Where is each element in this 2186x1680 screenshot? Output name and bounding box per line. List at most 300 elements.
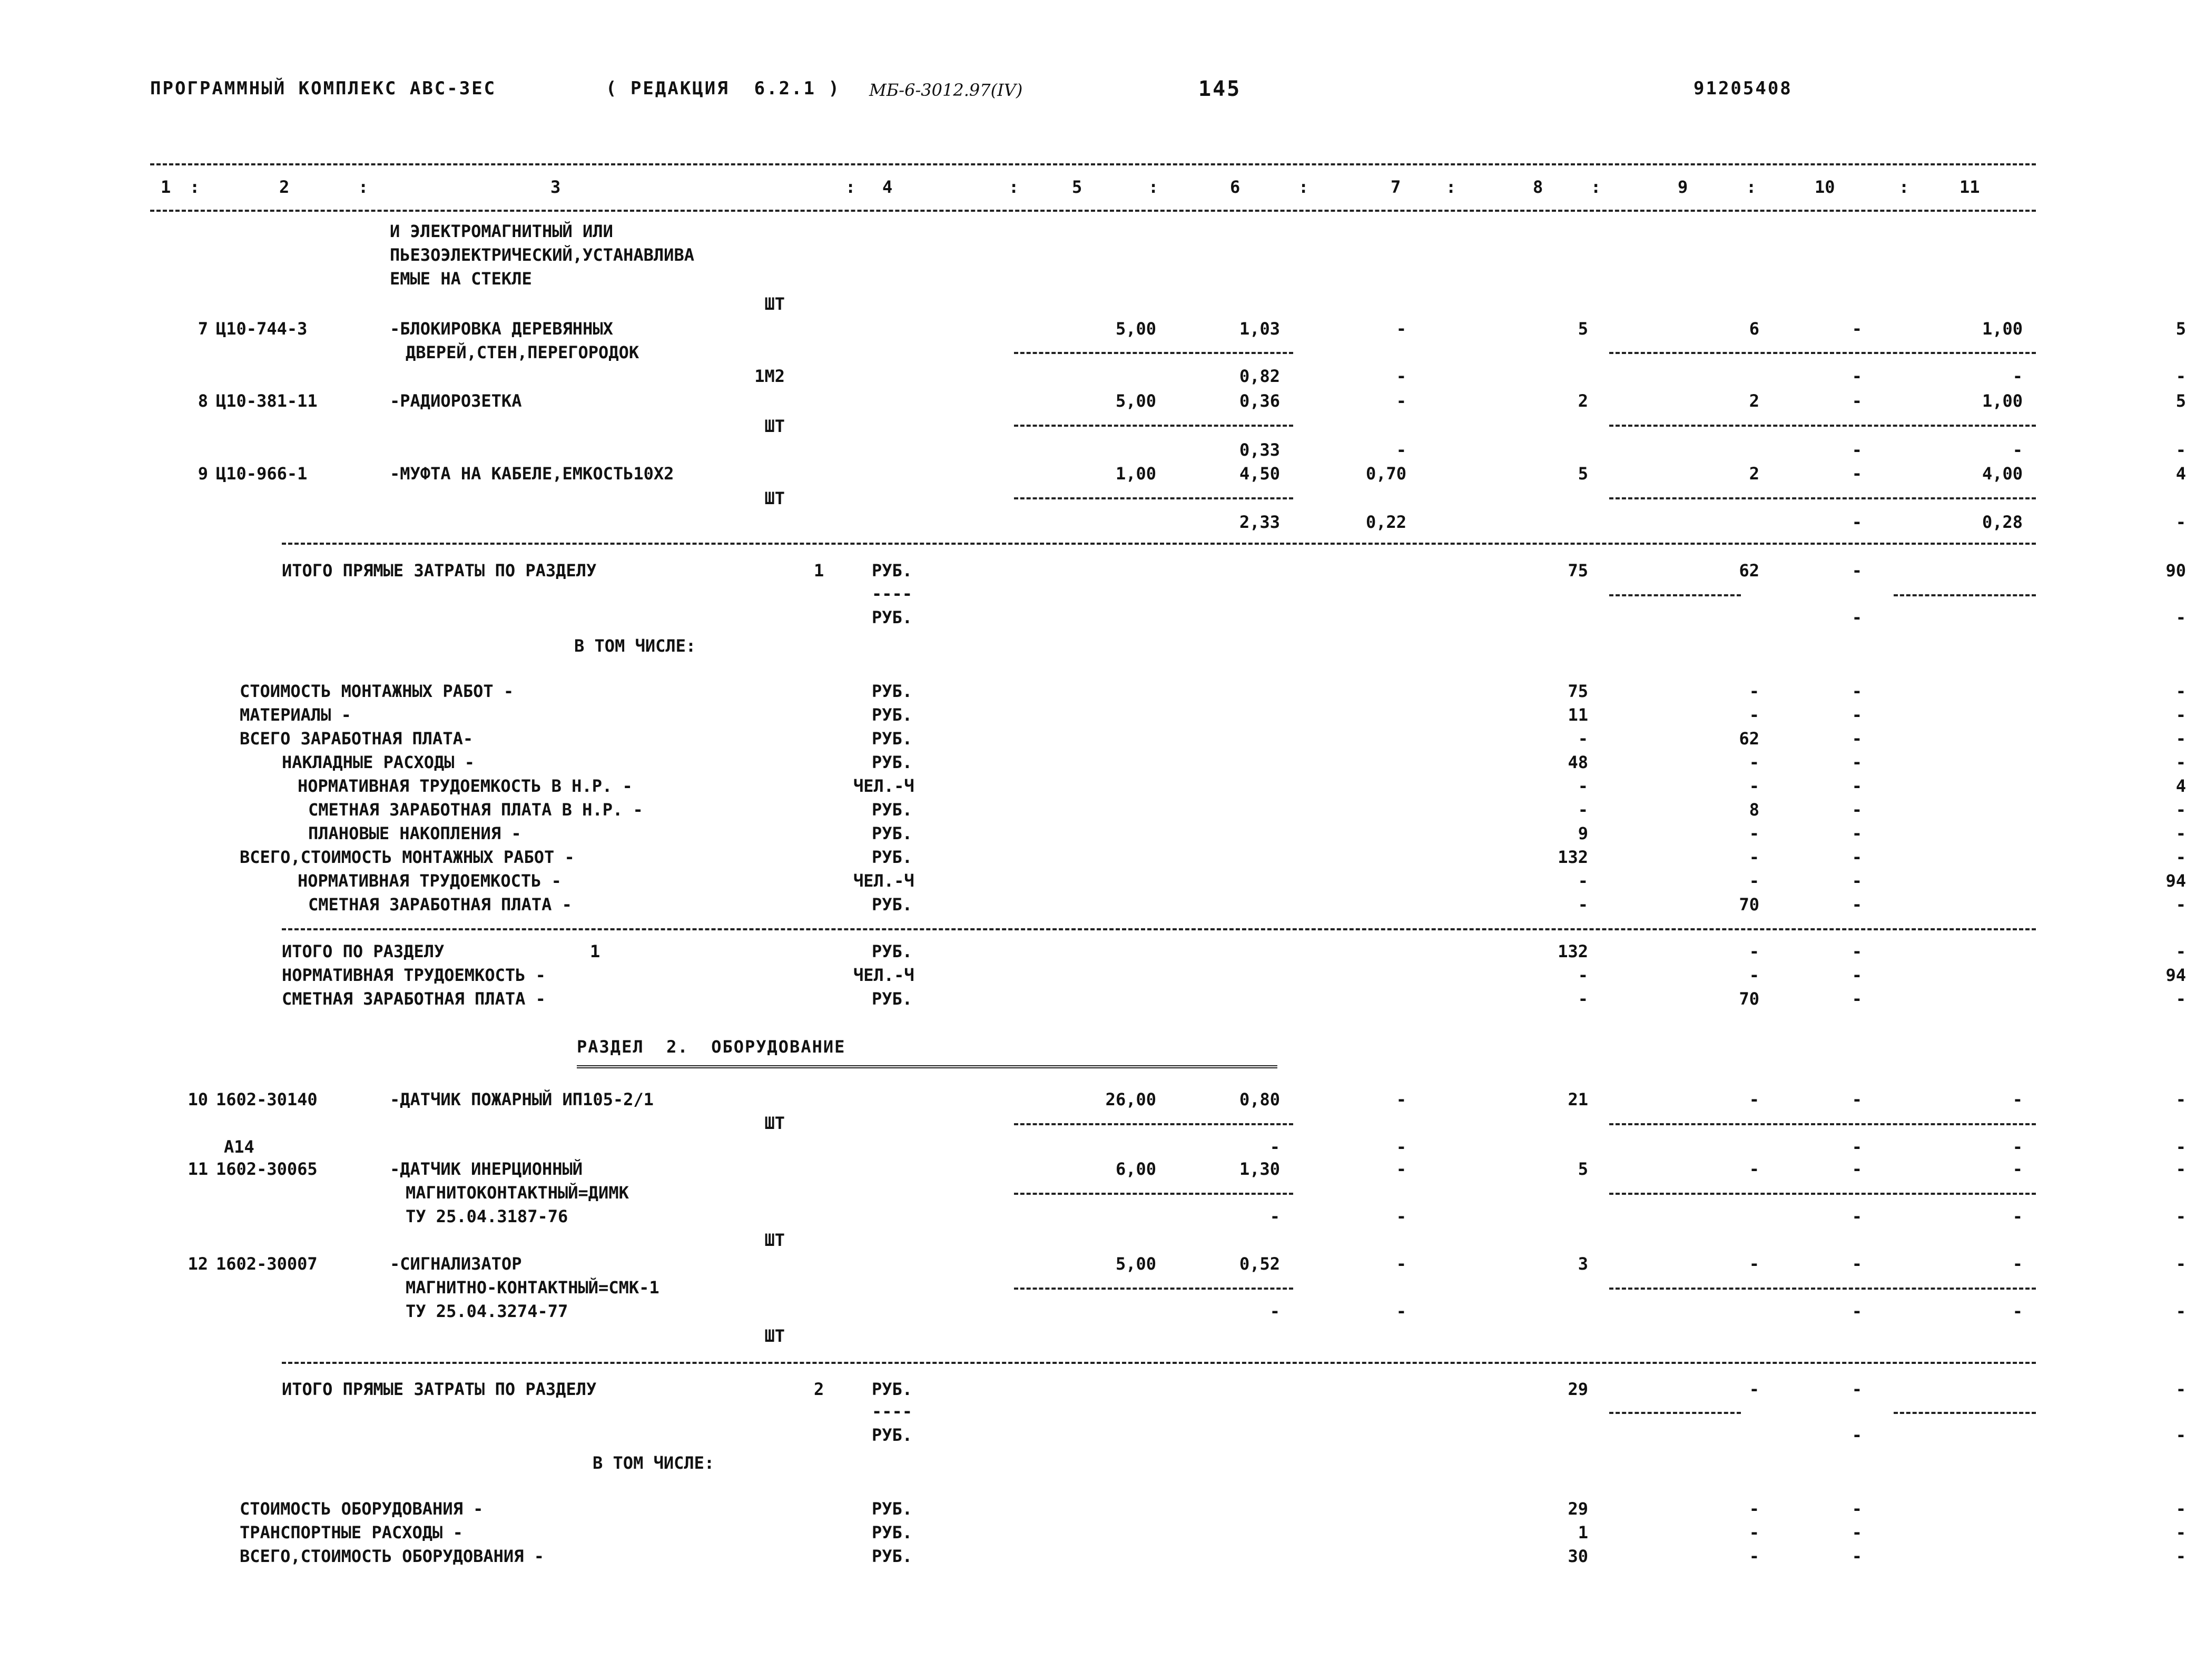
subrule — [1609, 1123, 2036, 1125]
cell-value: РУБ. — [872, 705, 913, 725]
subrule — [1609, 425, 2036, 427]
table-row — [150, 1089, 2186, 1114]
cell-value: - — [2175, 1546, 2186, 1566]
breakdown-row — [150, 1546, 2186, 1570]
cell-value: - — [2012, 1089, 2023, 1109]
cell-value: - — [1749, 965, 1759, 985]
item-qty: 5,00 — [1115, 319, 1156, 339]
breakdown-row — [150, 681, 2186, 705]
total-row-dashes — [150, 584, 2036, 608]
item-qty: 1,00 — [1115, 464, 1156, 484]
cell-value: - — [1396, 1301, 1406, 1321]
cell-value: - — [1852, 1089, 1862, 1109]
cell-value: - — [1749, 941, 1759, 961]
cell-value: - — [2012, 1159, 2023, 1179]
cell-value: - — [1852, 752, 1862, 772]
cell-value: ДВЕРЕЙ,СТЕН,ПЕРЕГОРОДОК — [406, 342, 639, 362]
cell-value: РУБ. — [872, 941, 913, 961]
cell-value: НОРМАТИВНАЯ ТРУДОЕМКОСТЬ В Н.Р. - — [298, 776, 633, 796]
cell-value: - — [1852, 776, 1862, 796]
cell-value: - — [2175, 1206, 2186, 1226]
cell-value: - — [1852, 561, 1862, 581]
program-title: ПРОГРАММНЫЙ КОМПЛЕКС АВС-ЗЕС — [150, 78, 497, 99]
cell-value: - — [1852, 464, 1862, 484]
cell-value: РУБ. — [872, 895, 913, 915]
section-rule — [282, 543, 2036, 545]
cell-value: 4,00 — [1982, 464, 2023, 484]
cell-value: - — [2175, 800, 2186, 820]
cell-value: РУБ. — [872, 823, 913, 843]
section-title — [150, 1037, 2036, 1061]
cell-value: ---- — [872, 584, 913, 604]
cell-value: - — [2175, 440, 2186, 460]
cell-value: - — [1578, 965, 1588, 985]
cell-value: ЧЕЛ.-Ч — [853, 965, 914, 985]
cell-value: - — [1852, 1137, 1862, 1157]
cell-value: 132 — [1558, 941, 1588, 961]
cell-value: 5 — [1578, 464, 1588, 484]
cell-value: - — [1578, 871, 1588, 891]
col-3: 3 — [550, 177, 561, 197]
cell-value: - — [1749, 1522, 1759, 1543]
cell-value: 0,33 — [1239, 440, 1280, 460]
cell-value: 0,80 — [1239, 1089, 1280, 1109]
cell-value: - — [2175, 1379, 2186, 1399]
cell-value: - — [1852, 823, 1862, 843]
table-row — [150, 319, 2186, 343]
table-row-unit — [150, 1230, 2036, 1254]
subrule — [1014, 497, 1293, 499]
continued-unit — [150, 294, 2036, 318]
summary-row — [150, 965, 2186, 989]
cell-value: РУБ. — [872, 561, 913, 581]
cell-value: РУБ. — [872, 1425, 913, 1445]
col-4: 4 — [882, 177, 893, 197]
cell-value: - — [1852, 607, 1862, 627]
cell-value: ЧЕЛ.-Ч — [853, 776, 914, 796]
cell-value: 0,52 — [1239, 1254, 1280, 1274]
col-sep: : — [1446, 177, 1456, 197]
continued-line — [150, 269, 2036, 293]
table-row-cont — [150, 1206, 2186, 1231]
cell-value: - — [1578, 895, 1588, 915]
cell-value: - — [1852, 1301, 1862, 1321]
breakdown-row — [150, 895, 2186, 919]
cell-value: - — [2012, 1301, 2023, 1321]
cell-value: 30 — [1568, 1546, 1588, 1566]
subrule — [1609, 594, 1741, 596]
cell-value: - — [1578, 729, 1588, 749]
cell-value: МАГНИТНО-КОНТАКТНЫЙ=СМК-1 — [406, 1278, 659, 1298]
cell-value: РАЗДЕЛ 2. ОБОРУДОВАНИЕ — [577, 1037, 846, 1057]
cell-value: 0,28 — [1982, 512, 2023, 532]
cell-value: - — [2175, 752, 2186, 772]
cell-value: СМЕТНАЯ ЗАРАБОТНАЯ ПЛАТА В Н.Р. - — [308, 800, 643, 820]
cell-value: - — [1396, 319, 1406, 339]
cell-value: - — [1749, 1089, 1759, 1109]
cell-value: 8 — [1749, 800, 1759, 820]
cell-value: - — [1852, 989, 1862, 1009]
cell-value: - — [1852, 871, 1862, 891]
col-7: 7 — [1391, 177, 1401, 197]
cell-value: 62 — [1739, 729, 1759, 749]
cell-value: 5 — [1578, 1159, 1588, 1179]
item-qty: 26,00 — [1105, 1089, 1156, 1109]
cell-value: 5 — [2175, 391, 2186, 411]
cell-value: НОРМАТИВНАЯ ТРУДОЕМКОСТЬ - — [298, 871, 562, 891]
cell-value: - — [2175, 705, 2186, 725]
cell-value: ТУ 25.04.3187-76 — [406, 1206, 568, 1226]
cell-value: - — [1749, 871, 1759, 891]
item-code: 1602-30140 — [216, 1089, 318, 1109]
item-number: 9 — [198, 464, 208, 484]
cell-value: - — [2175, 1522, 2186, 1543]
cell-value: - — [1852, 705, 1862, 725]
cell-value: - — [2175, 1254, 2186, 1274]
section-rule — [282, 928, 2036, 930]
col-8: 8 — [1533, 177, 1543, 197]
including-label — [150, 636, 2036, 660]
table-row-sub — [150, 440, 2186, 464]
cell-value: - — [2175, 607, 2186, 627]
cell-value: - — [2012, 1206, 2023, 1226]
cell-value: - — [2175, 895, 2186, 915]
cell-value: - — [2012, 440, 2023, 460]
total-row-sub — [150, 1425, 2186, 1449]
cell-value: - — [1578, 776, 1588, 796]
cell-value: - — [1396, 1089, 1406, 1109]
item-name: -ДАТЧИК ПОЖАРНЫЙ ИП105-2/1 — [390, 1089, 654, 1109]
cell-value: - — [1852, 1159, 1862, 1179]
subrule — [1609, 1288, 2036, 1290]
item-code: Ц10-966-1 — [216, 464, 308, 484]
cell-value: 1,03 — [1239, 319, 1280, 339]
item-code: 1602-30007 — [216, 1254, 318, 1274]
column-header-row — [150, 177, 2036, 203]
cell-value: - — [1578, 800, 1588, 820]
cell-value: - — [1749, 1379, 1759, 1399]
summary-row — [150, 989, 2186, 1013]
table-row-cont — [150, 342, 2036, 367]
cell-value: - — [1852, 1546, 1862, 1566]
cell-value: - — [1396, 391, 1406, 411]
cell-value: - — [1852, 1254, 1862, 1274]
item-code: 1602-30065 — [216, 1159, 318, 1179]
cell-value: 3 — [1578, 1254, 1588, 1274]
handwritten-note: МБ-6-3012.97(IV) — [869, 80, 1023, 100]
cell-value: А14 — [224, 1137, 254, 1157]
cell-value: 0,70 — [1365, 464, 1406, 484]
cell-value: ИТОГО ПРЯМЫЕ ЗАТРАТЫ ПО РАЗДЕЛУ — [282, 1379, 597, 1399]
cell-value: ЕМЫЕ НА СТЕКЛЕ — [390, 269, 532, 289]
cell-value: - — [1269, 1301, 1280, 1321]
cell-value: 1,00 — [1982, 319, 2023, 339]
cell-value: ВСЕГО,СТОИМОСТЬ МОНТАЖНЫХ РАБОТ - — [240, 847, 575, 867]
cell-value: 1 — [814, 561, 824, 581]
cell-value: - — [1749, 681, 1759, 701]
breakdown-row — [150, 847, 2186, 871]
table-row-unit — [150, 1326, 2036, 1350]
item-number: 7 — [198, 319, 208, 339]
col-5: 5 — [1072, 177, 1082, 197]
table-row-cont — [150, 1183, 2036, 1207]
edition-label: ( РЕДАКЦИЯ 6.2.1 ) — [606, 78, 841, 99]
cell-value: - — [2012, 1137, 2023, 1157]
cell-value: 1 — [590, 941, 600, 961]
cell-value: 5 — [1578, 319, 1588, 339]
cell-value: 2 — [1749, 391, 1759, 411]
cell-value: ИТОГО ПО РАЗДЕЛУ — [282, 941, 445, 961]
cell-value: РУБ. — [872, 800, 913, 820]
cell-value: 2,33 — [1239, 512, 1280, 532]
cell-value: - — [2175, 366, 2186, 386]
cell-value: 4,50 — [1239, 464, 1280, 484]
cell-value: - — [1852, 1522, 1862, 1543]
cell-value: РУБ. — [872, 752, 913, 772]
cell-value: 1,00 — [1982, 391, 2023, 411]
cell-value: ШТ — [764, 1230, 785, 1250]
breakdown-row — [150, 776, 2186, 800]
table-row — [150, 1159, 2186, 1183]
cell-value: ПЬЕЗОЭЛЕКТРИЧЕСКИЙ,УСТАНАВЛИВА — [390, 245, 694, 265]
table-row-unit — [150, 416, 2036, 440]
item-qty: 6,00 — [1115, 1159, 1156, 1179]
table-row — [150, 1254, 2186, 1278]
cell-value: 94 — [2165, 965, 2186, 985]
col-sep: : — [1298, 177, 1309, 197]
cell-value: - — [1852, 391, 1862, 411]
cell-value: - — [1852, 681, 1862, 701]
cell-value: ПЛАНОВЫЕ НАКОПЛЕНИЯ - — [308, 823, 521, 843]
cell-value: ---- — [872, 1401, 913, 1421]
total-row — [150, 1379, 2186, 1403]
col-sep: : — [358, 177, 369, 197]
cell-value: 75 — [1568, 561, 1588, 581]
cell-value: 2 — [1578, 391, 1588, 411]
total-row-dashes — [150, 1401, 2036, 1426]
cell-value: - — [1852, 512, 1862, 532]
cell-value: - — [1396, 1254, 1406, 1274]
cell-value: СМЕТНАЯ ЗАРАБОТНАЯ ПЛАТА - — [282, 989, 546, 1009]
item-name: -МУФТА НА КАБЕЛЕ,ЕМКОСТЬ10Х2 — [390, 464, 674, 484]
cell-value: РУБ. — [872, 989, 913, 1009]
cell-value: - — [1396, 1206, 1406, 1226]
cell-value: - — [2175, 512, 2186, 532]
cell-value: И ЭЛЕКТРОМАГНИТНЫЙ ИЛИ — [390, 221, 613, 241]
section-rule — [282, 1362, 2036, 1364]
cell-value: 0,22 — [1365, 512, 1406, 532]
cell-value: 62 — [1739, 561, 1759, 581]
header-rule-bottom — [150, 210, 2036, 212]
cell-value: ТУ 25.04.3274-77 — [406, 1301, 568, 1321]
cell-value: 29 — [1568, 1499, 1588, 1519]
cell-value: - — [1396, 1159, 1406, 1179]
cell-value: 2 — [1749, 464, 1759, 484]
subrule — [1609, 1412, 1741, 1414]
total-row-sub — [150, 607, 2186, 632]
cell-value: - — [1852, 729, 1862, 749]
cell-value: РУБ. — [872, 1546, 913, 1566]
cell-value: - — [1749, 776, 1759, 796]
cell-value: 11 — [1568, 705, 1588, 725]
col-sep: : — [190, 177, 200, 197]
item-code: Ц10-381-11 — [216, 391, 318, 411]
col-1: 1 — [161, 177, 171, 197]
cell-value: 0,82 — [1239, 366, 1280, 386]
cell-value: РУБ. — [872, 1379, 913, 1399]
item-name: -ДАТЧИК ИНЕРЦИОННЫЙ — [390, 1159, 583, 1179]
cell-value: 1,30 — [1239, 1159, 1280, 1179]
subrule — [1609, 352, 2036, 354]
cell-value: - — [1749, 1254, 1759, 1274]
subrule — [1609, 497, 2036, 499]
cell-value: - — [1749, 752, 1759, 772]
cell-value: - — [1749, 823, 1759, 843]
cell-value: - — [2175, 823, 2186, 843]
table-row-cont — [150, 1278, 2036, 1302]
cell-value: 70 — [1739, 989, 1759, 1009]
section-title-underline — [577, 1065, 1277, 1068]
cell-value: ШТ — [764, 1113, 785, 1133]
cell-value: РУБ. — [872, 1522, 913, 1543]
cell-value: 94 — [2165, 871, 2186, 891]
cell-value: - — [1852, 895, 1862, 915]
breakdown-row — [150, 705, 2186, 729]
subrule — [1014, 1123, 1293, 1125]
summary-row — [150, 941, 2186, 966]
cell-value: - — [1852, 366, 1862, 386]
cell-value: 1 — [1578, 1522, 1588, 1543]
table-row-unit — [150, 488, 2036, 513]
cell-value: НАКЛАДНЫЕ РАСХОДЫ - — [282, 752, 475, 772]
cell-value: РУБ. — [872, 729, 913, 749]
table-row-unit — [150, 1113, 2036, 1137]
breakdown-row — [150, 800, 2186, 824]
cell-value: - — [2175, 1137, 2186, 1157]
breakdown-row — [150, 1499, 2186, 1523]
cell-value: ЧЕЛ.-Ч — [853, 871, 914, 891]
cell-value: - — [1269, 1206, 1280, 1226]
cell-value: - — [2175, 681, 2186, 701]
cell-value: МАГНИТОКОНТАКТНЫЙ=ДИМК — [406, 1183, 629, 1203]
col-11: 11 — [1959, 177, 1980, 197]
item-qty: 5,00 — [1115, 391, 1156, 411]
col-sep: : — [1899, 177, 1909, 197]
cell-value: - — [1749, 1159, 1759, 1179]
col-sep: : — [1591, 177, 1601, 197]
subrule — [1014, 1193, 1293, 1195]
table-row-cont — [150, 1301, 2186, 1325]
cell-value: - — [1749, 1546, 1759, 1566]
cell-value: СМЕТНАЯ ЗАРАБОТНАЯ ПЛАТА - — [308, 895, 572, 915]
subrule — [1014, 1288, 1293, 1290]
cell-value: - — [1852, 800, 1862, 820]
cell-value: 90 — [2165, 561, 2186, 581]
cell-value: РУБ. — [872, 847, 913, 867]
cell-value: - — [1852, 440, 1862, 460]
cell-value: - — [1852, 1425, 1862, 1445]
col-9: 9 — [1678, 177, 1688, 197]
cell-value: 6 — [1749, 319, 1759, 339]
cell-value: - — [1396, 1137, 1406, 1157]
table-row-sub — [150, 366, 2186, 390]
table-row — [150, 391, 2186, 415]
subrule — [1609, 1193, 2036, 1195]
col-sep: : — [845, 177, 856, 197]
cell-value: ИТОГО ПРЯМЫЕ ЗАТРАТЫ ПО РАЗДЕЛУ — [282, 561, 597, 581]
cell-value: В ТОМ ЧИСЛЕ: — [574, 636, 696, 656]
cell-value: - — [2175, 1089, 2186, 1109]
cell-value: СТОИМОСТЬ МОНТАЖНЫХ РАБОТ - — [240, 681, 514, 701]
cell-value: ШТ — [764, 294, 785, 314]
cell-value: 9 — [1578, 823, 1588, 843]
document-code: 91205408 — [1693, 78, 1793, 99]
subrule — [1894, 594, 2036, 596]
subrule — [1014, 425, 1293, 427]
breakdown-row — [150, 1522, 2186, 1547]
cell-value: - — [1852, 1206, 1862, 1226]
continued-line — [150, 221, 2036, 245]
item-name: -РАДИОРОЗЕТКА — [390, 391, 522, 411]
cell-value: 75 — [1568, 681, 1588, 701]
col-sep: : — [1148, 177, 1159, 197]
subrule — [1894, 1412, 2036, 1414]
cell-value: СТОИМОСТЬ ОБОРУДОВАНИЯ - — [240, 1499, 484, 1519]
breakdown-row — [150, 871, 2186, 895]
item-number: 12 — [188, 1254, 208, 1274]
cell-value: - — [1396, 366, 1406, 386]
breakdown-row — [150, 752, 2186, 777]
cell-value: 4 — [2175, 464, 2186, 484]
col-sep: : — [1746, 177, 1757, 197]
item-name: -БЛОКИРОВКА ДЕРЕВЯННЫХ — [390, 319, 613, 339]
cell-value: - — [2175, 1301, 2186, 1321]
cell-value: - — [1852, 847, 1862, 867]
col-10: 10 — [1815, 177, 1835, 197]
cell-value: ШТ — [764, 1326, 785, 1346]
continued-line — [150, 245, 2036, 269]
page-number: 145 — [1198, 77, 1242, 101]
cell-value: - — [2175, 729, 2186, 749]
cell-value: ТРАНСПОРТНЫЕ РАСХОДЫ - — [240, 1522, 463, 1543]
header-rule-top — [150, 163, 2036, 165]
cell-value: - — [2175, 1425, 2186, 1445]
cell-value: - — [2012, 366, 2023, 386]
cell-value: - — [1269, 1137, 1280, 1157]
cell-value: 29 — [1568, 1379, 1588, 1399]
cell-value: ШТ — [764, 488, 785, 508]
cell-value: - — [1852, 1499, 1862, 1519]
cell-value: МАТЕРИАЛЫ - — [240, 705, 351, 725]
col-6: 6 — [1230, 177, 1240, 197]
cell-value: - — [1852, 1379, 1862, 1399]
cell-value: 2 — [814, 1379, 824, 1399]
col-2: 2 — [279, 177, 290, 197]
table-row — [150, 464, 2186, 488]
cell-value: В ТОМ ЧИСЛЕ: — [593, 1453, 715, 1473]
cell-value: - — [2175, 847, 2186, 867]
cell-value: - — [2175, 989, 2186, 1009]
cell-value: РУБ. — [872, 1499, 913, 1519]
cell-value: НОРМАТИВНАЯ ТРУДОЕМКОСТЬ - — [282, 965, 546, 985]
table-row-sub — [150, 1137, 2186, 1161]
cell-value: - — [1749, 847, 1759, 867]
item-number: 10 — [188, 1089, 208, 1109]
total-row — [150, 561, 2186, 585]
including-label — [150, 1453, 2036, 1477]
cell-value: 70 — [1739, 895, 1759, 915]
cell-value: - — [1749, 1499, 1759, 1519]
